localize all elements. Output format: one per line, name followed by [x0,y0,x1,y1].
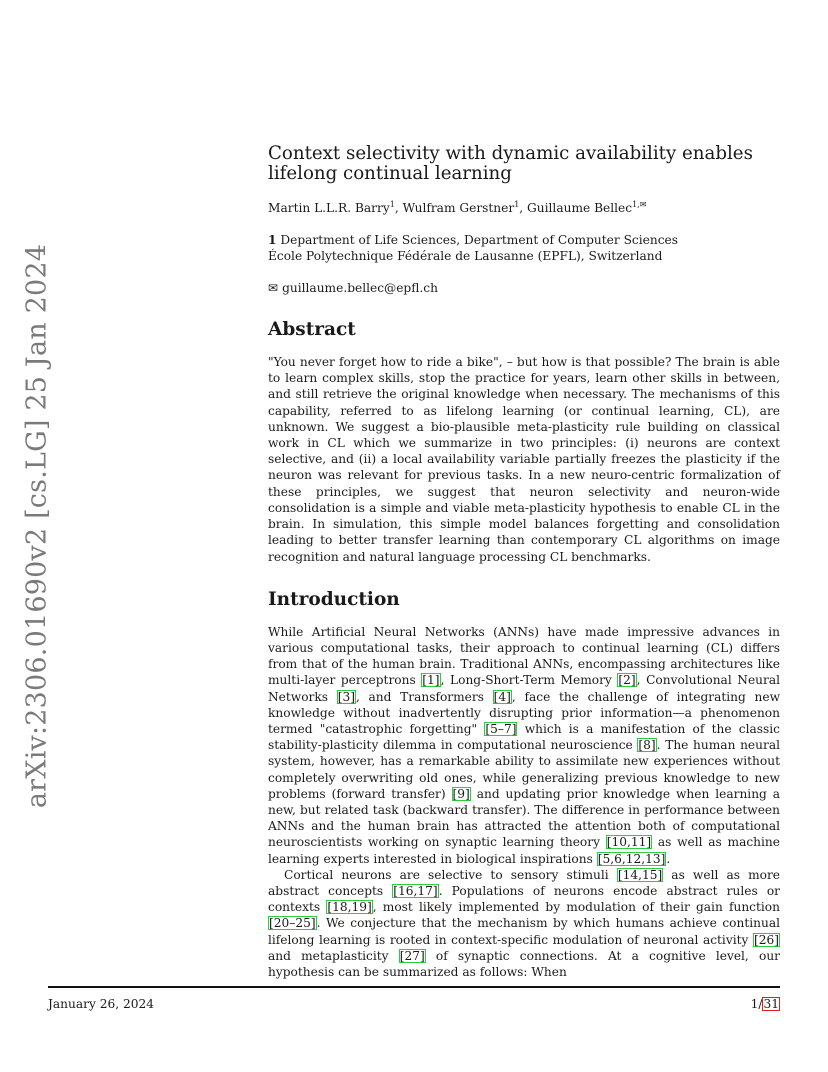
arxiv-identifier: arXiv:2306.01690v2 [cs.LG] 25 Jan 2024 [21,243,53,809]
citation-link[interactable]: [27] [399,948,425,963]
citation-link[interactable]: [5–7] [485,721,517,736]
author-1: Martin L.L.R. Barry$^1$ [268,200,395,216]
author-3: Guillaume Bellec$^{1,✉}$ [527,200,647,216]
citation-link[interactable]: [4] [493,689,511,704]
text-run: While Artificial Neural Networks (ANNs) have made impressive advances in various computational tasks, their approach to continual learning (CL) differs from that of the human brain. Traditional ANNs, encompassing architectures like multi-layer perceptrons [268,624,780,688]
intro-paragraph-1 [268,624,780,867]
text-run: , Long-Short-Term Memory [440,673,618,688]
paper-content [268,144,780,980]
citation-link[interactable]: [9] [452,786,470,801]
citation-link[interactable]: [3] [337,689,355,704]
author-2: Wulfram Gerstner$^1$ [402,200,520,216]
text-run: , face the challenge of integrating new knowledge without inadvertently disrupting prior information—a phenomenon termed "catastrophic forgetting" [268,689,781,736]
introduction-heading: Introduction [268,588,400,610]
text-run: and updating prior knowledge when learning a new, but related task (backward transfer). The difference in performance between ANNs and the human brain has attracted the attention both of computational neuroscientists working on synaptic learning theory [268,786,781,850]
text-run: , most likely implemented by modulation of their gain function [372,900,780,915]
citation-link[interactable]: [18,19] [327,900,372,915]
affiliation: 1 Department of Life Sciences, Department of Computer Sciences École Polytechnique Fédérale de Lausanne (EPFL), Switzerland [268,233,679,264]
abstract-heading: Abstract [268,319,356,341]
citation-link[interactable]: [20–25] [269,916,316,931]
text-run: as well as machine learning experts interested in biological inspirations [268,835,780,866]
page-number: 1/31 [750,997,779,1011]
footer-date: January 26, 2024 [48,997,154,1011]
citation-link[interactable]: [8] [638,738,656,753]
text-run: , Convolutional Neural Networks [268,673,780,704]
total-pages-link[interactable]: 31 [763,997,779,1011]
text-run: , and Transformers [355,689,493,704]
intro-paragraph-2 [268,867,780,980]
abstract-text: "You never forget how to ride a bike", – but how is that possible? The brain is able to learn complex skills, stop the practice for years, learn other skills in between, and still retrieve the original knowledge when necessary. The mechanisms of this capability, referred to as lifelong learning (or continual learning, CL), are unknown. We suggest a bio-plausible meta-plasticity rule building on classical work in CL which we summarize in two principles: (i) neurons are context selective, and (ii) a local availability variable partially freezes the plasticity if the neuron was relevant for previous tasks. In a new neuro-centric formalization of these principles, we suggest that neuron selectivity and neuron-wide consolidation is a simple and viable meta-plasticity hypothesis to enable CL in the brain. In simulation, this simple model balances forgetting and consolidation leading to better transfer learning than contemporary CL algorithms on image recognition and natural language processing CL benchmarks. [268,355,780,564]
text-run: and metaplasticity [268,948,399,963]
text-run: of synaptic connections. At a cognitive level, our hypothesis can be summarized as follows: When [268,948,780,979]
text-run: . We conjecture that the mechanism by which humans achieve continual lifelong learning is rooted in context-specific modulation of neuronal activity [268,916,780,947]
citation-link[interactable]: [1] [422,673,440,688]
text-run: Cortical neurons are selective to sensory stimuli [284,867,617,882]
text-run: as well as more abstract concepts [268,867,780,898]
citation-link[interactable]: [16,17] [393,883,438,898]
citation-link[interactable]: [5,6,12,13] [597,851,666,866]
footer-rule [48,986,780,988]
contact-email[interactable]: ✉ guillaume.bellec@epfl.ch [268,281,438,296]
text-run: . Populations of neurons encode abstract rules or contexts [268,883,780,915]
citation-link[interactable]: [2] [618,673,636,688]
citation-link[interactable]: [10,11] [606,835,652,850]
citation-link[interactable]: [14,15] [617,867,663,882]
paper-title: Context selectivity with dynamic availability enables lifelong continual learning [268,143,753,184]
text-run: which is a manifestation of the classic stability-plasticity dilemma in computational neuroscience [268,721,780,753]
citation-link[interactable]: [26] [753,932,779,947]
text-run: . The human neural system, however, has a remarkable ability to assimilate new experiences without completely overwriting old ones, while generalizing previous knowledge to new problems (forward transfer) [268,738,780,801]
text-run: . [666,851,671,866]
author-list: Martin L.L.R. Barry$^1$, Wulfram Gerstner$^1$, Guillaume Bellec$^{1,✉}$ [268,200,647,216]
